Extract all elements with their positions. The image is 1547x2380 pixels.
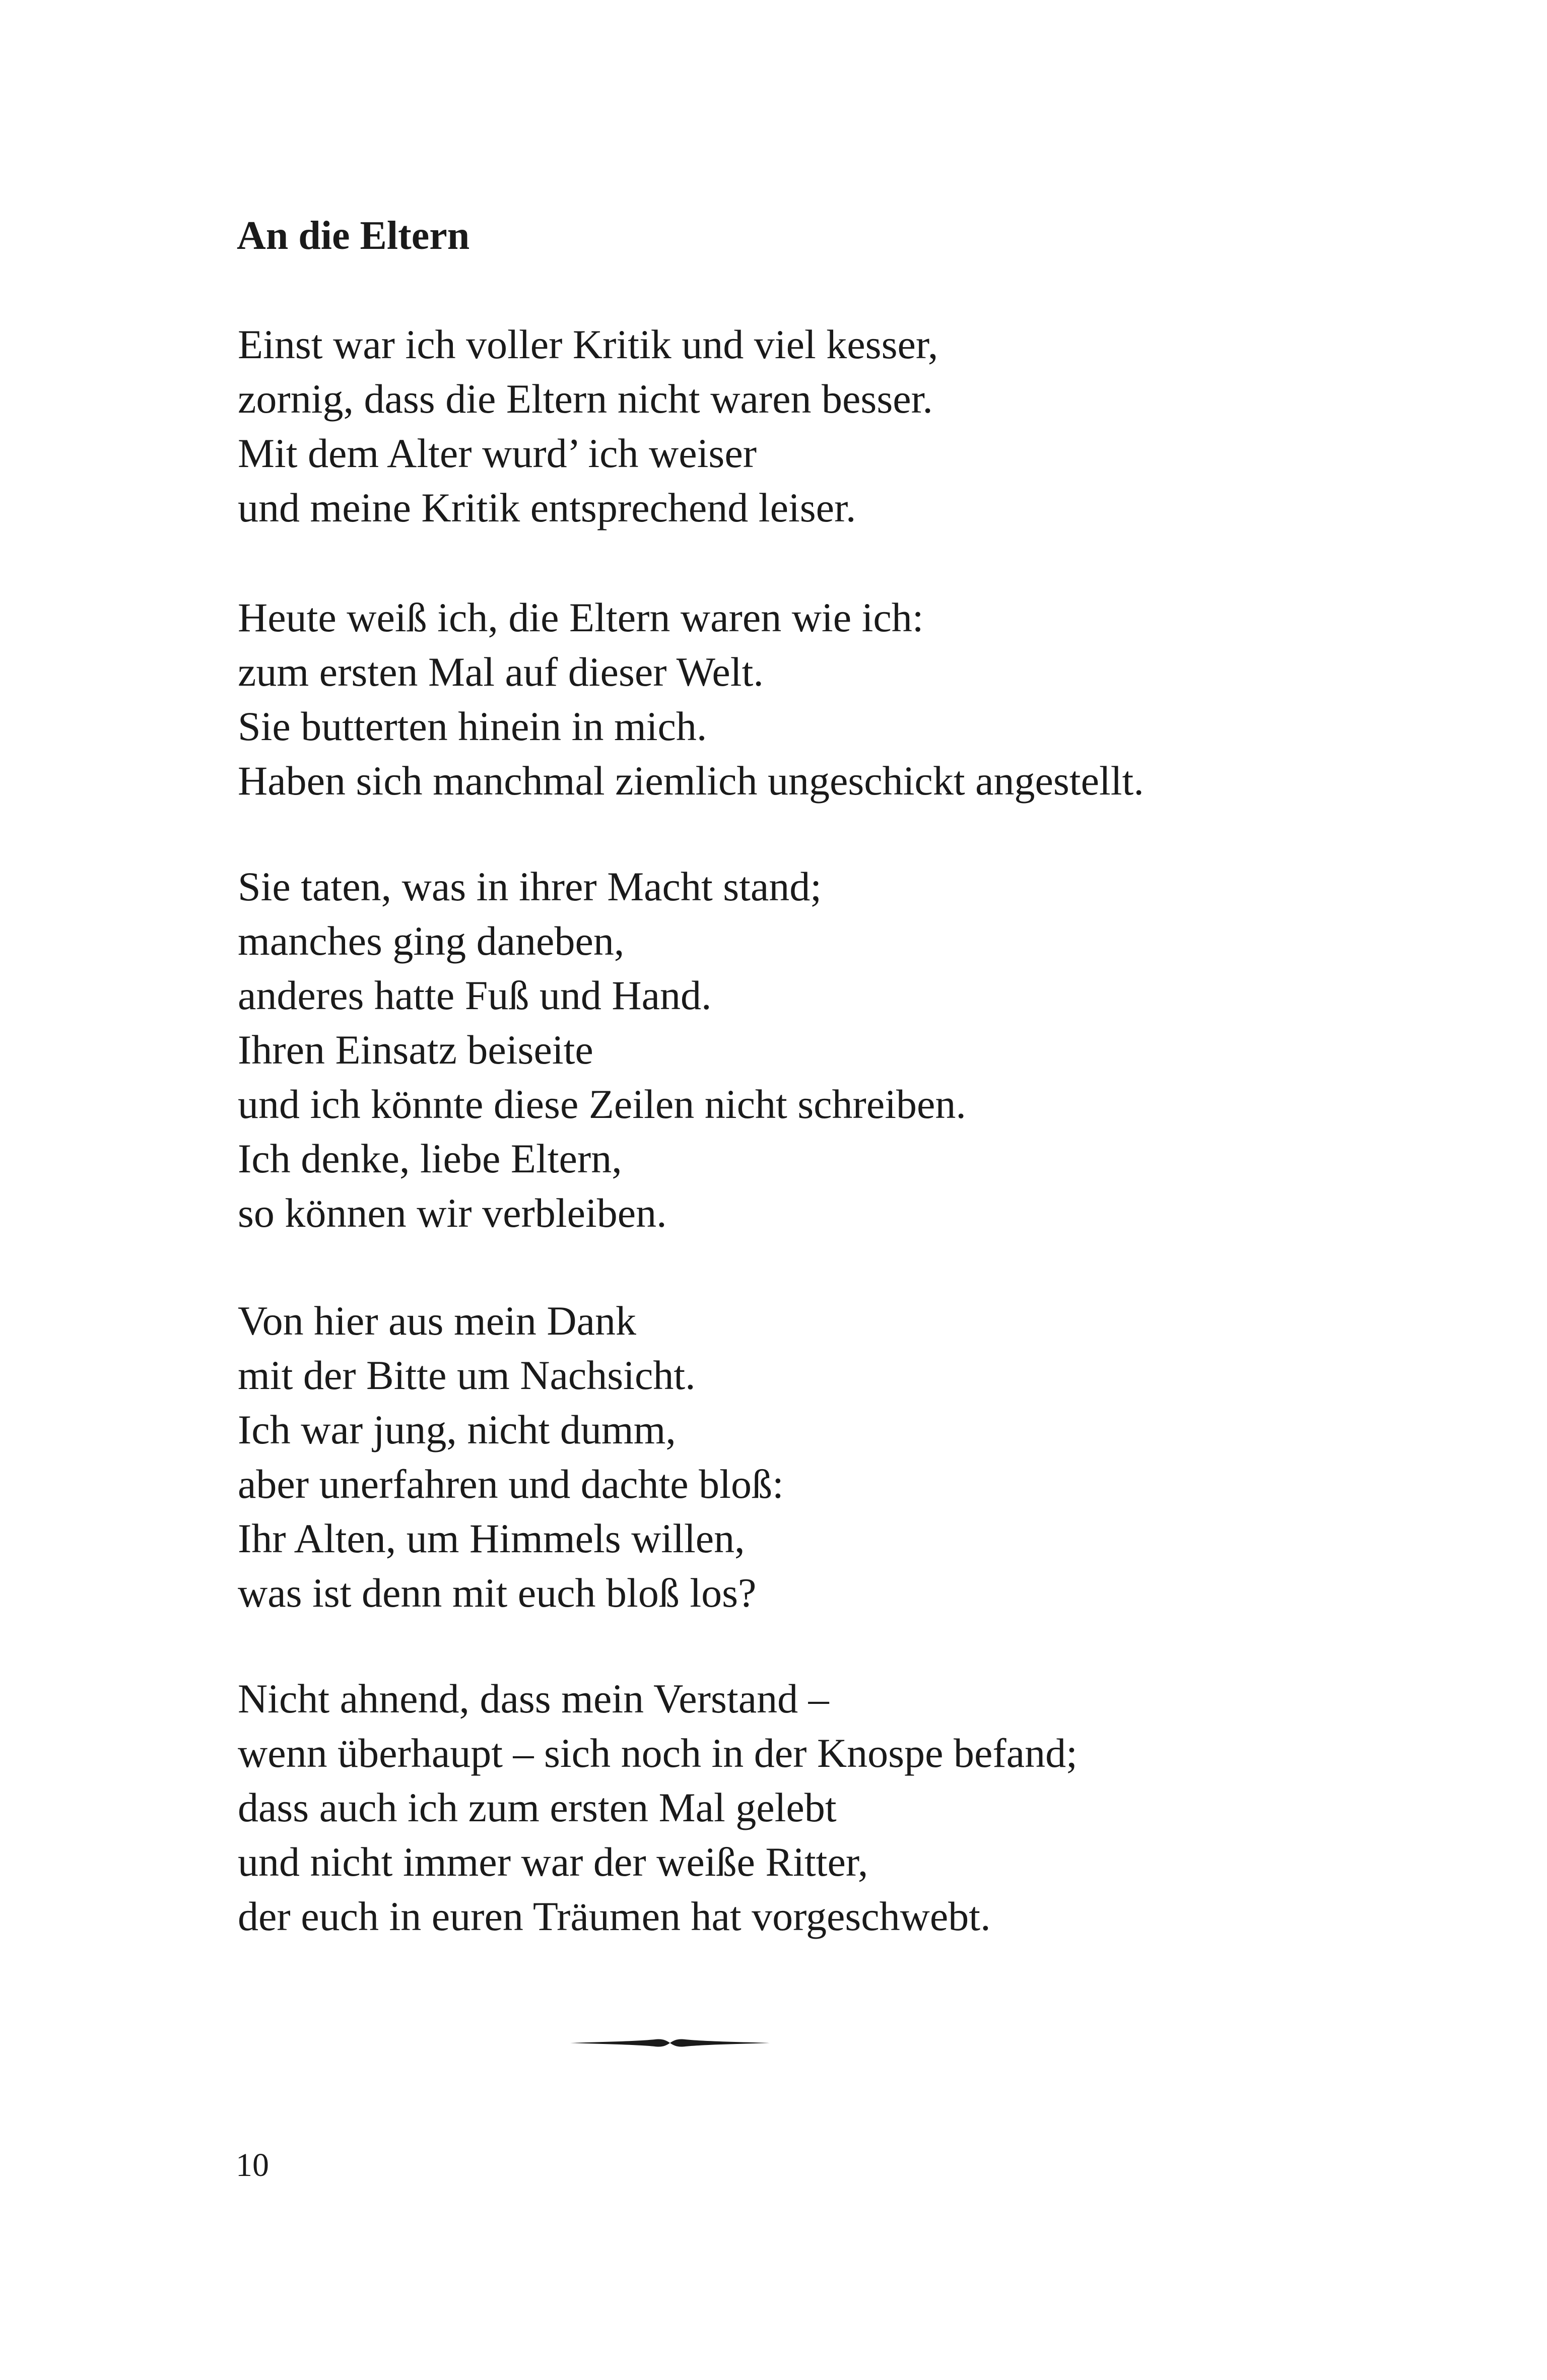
poem-title: An die Eltern [237,214,470,258]
poem-line: Ihr Alten, um Himmels willen, [238,1515,745,1561]
poem-line: so können wir verbleiben. [238,1190,667,1236]
stanza [238,590,1144,808]
poem-line: Haben sich manchmal ziemlich ungeschickt angestellt. [238,758,1144,804]
poem-line: was ist denn mit euch bloß los? [238,1570,757,1616]
stanza [238,1672,1078,1944]
poem-line: Heute weiß ich, die Eltern waren wie ich: [238,594,924,640]
stanza [238,317,938,535]
poem-line: dass auch ich zum ersten Mal gelebt [238,1784,837,1830]
poem-line: anderes hatte Fuß und Hand. [238,972,712,1018]
poem-line: wenn überhaupt – sich noch in der Knospe befand; [238,1730,1078,1776]
poem-line: Ihren Einsatz beiseite [238,1027,593,1073]
poem-line: Ich war jung, nicht dumm, [238,1407,676,1452]
page-number: 10 [236,2147,269,2184]
stanza [238,1294,784,1620]
poem-line: Mit dem Alter wurd’ ich weiser [238,430,757,476]
ornamental-divider-icon [569,2033,771,2053]
poem-line: und nicht immer war der weiße Ritter, [238,1839,868,1885]
poem-line: aber unerfahren und dachte bloß: [238,1461,784,1507]
poem-line: zornig, dass die Eltern nicht waren besser. [238,376,933,422]
poem-line: manches ging daneben, [238,918,625,964]
poem-line: Sie butterten hinein in mich. [238,703,707,749]
poem-line: Ich denke, liebe Eltern, [238,1136,622,1181]
poem-line: und ich könnte diese Zeilen nicht schreiben. [238,1081,966,1127]
poem-line: mit der Bitte um Nachsicht. [238,1352,696,1398]
poem-line: und meine Kritik entsprechend leiser. [238,485,856,531]
poem-line: zum ersten Mal auf dieser Welt. [238,649,764,695]
poem-line: Einst war ich voller Kritik und viel kesser, [238,321,938,367]
stanza [238,860,966,1240]
poem-line: Nicht ahnend, dass mein Verstand – [238,1676,829,1722]
poem-line: Sie taten, was in ihrer Macht stand; [238,864,822,909]
poem-line: Von hier aus mein Dank [238,1298,637,1344]
poem-line: der euch in euren Träumen hat vorgeschwebt. [238,1893,991,1939]
